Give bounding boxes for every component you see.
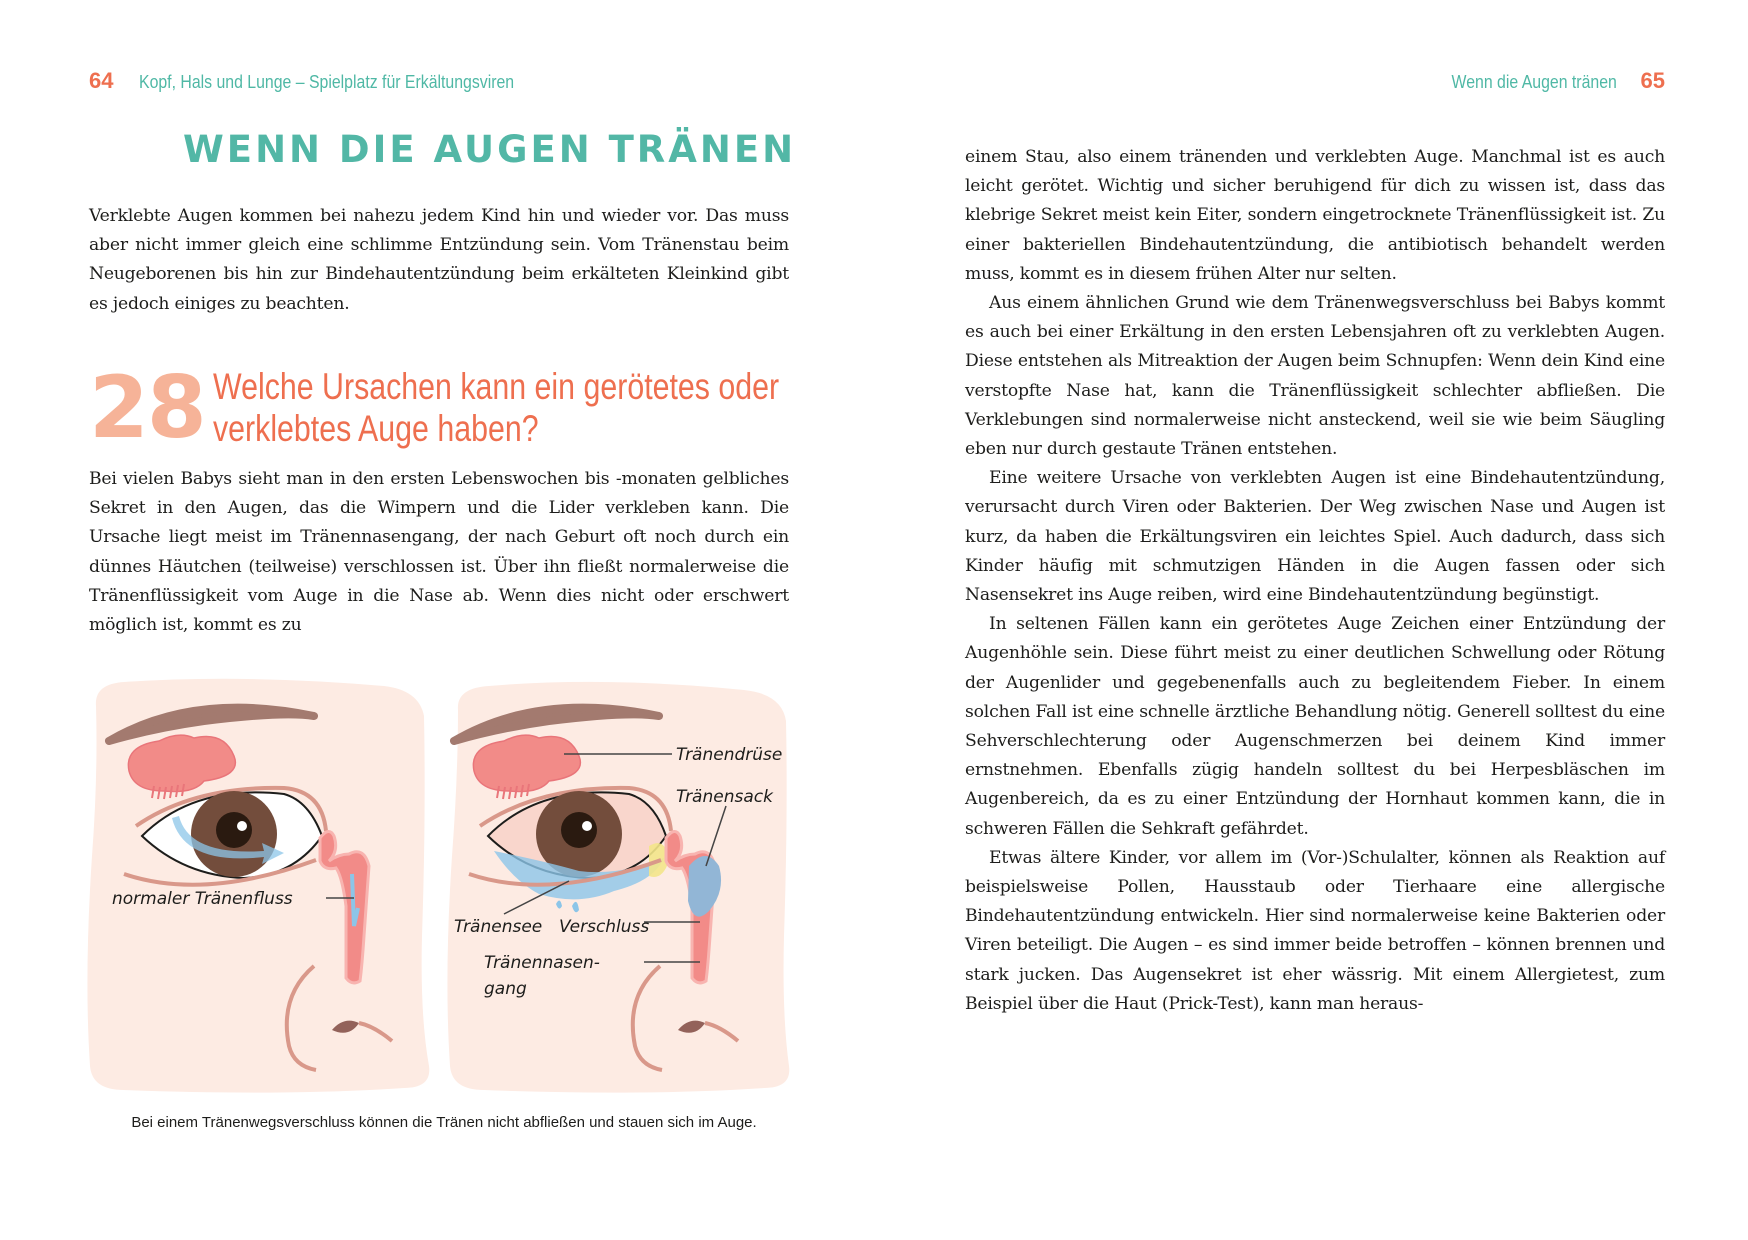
question-line-2: verklebtes Auge haben? [212, 408, 539, 449]
left-page-header [89, 68, 566, 94]
running-head-left: Kopf, Hals und Lunge – Spielplatz für Erkältungsviren [139, 72, 515, 92]
panel-blocked [447, 682, 789, 1093]
page-number-right: 65 [1640, 68, 1665, 93]
label-lake: Tränensee [454, 917, 543, 937]
intro-paragraph [89, 202, 789, 319]
question-heading [89, 358, 903, 458]
paragraph-1: einem Stau, also einem tränenden und verklebten Auge. Manchmal ist es auch leicht gerötet. Wichtig und sicher beruhigend für dich zu wissen ist, dass das klebrige Sekret meist kein Eiter, sondern eingetrocknete Tränenflüssigkeit ist. Zu einer bakteriellen Bindehautentzündung, die antibiotisch behandelt werden muss, kommt es in diesem frühen Alter nur selten. [965, 147, 1665, 284]
label-duct-line-2: gang [484, 979, 527, 999]
eye-highlight-left [237, 821, 247, 831]
question-text [213, 366, 779, 450]
right-page-header [1429, 68, 1665, 94]
paragraph-5: Etwas ältere Kinder, vor allem im (Vor-)Schulalter, können als Reaktion auf beispielsweise Pollen, Hausstaub oder Tierhaare eine allergische Bindehautentzündung entwickeln. Hier sind normalerweise keine Bakterien oder Viren beteiligt. Die Augen – es sind immer beide betroffen – können brennen und stark jucken. Das Augensekret ist eher wässrig. Mit einem Allergietest, zum Beispiel über die Haut (Prick-Test), kann man heraus- [965, 847, 1665, 1014]
paragraph-3: Eine weitere Ursache von verklebten Augen ist eine Bindehautentzündung, verursacht durch Viren oder Bakterien. Der Weg zwischen Nase und Augen ist kurz, da haben die Erkältungsviren ein leichtes Spiel. Auch dadurch, dass sich Kinder häufig mit schmutzigen Händen in die Augen fassen oder sich Nasensekret ins Auge reiben, wird eine Bindehautentzündung begünstigt. [965, 468, 1665, 606]
section-title: WENN DIE AUGEN TRÄNEN [183, 128, 797, 171]
label-normal-flow: normaler Tränenfluss [112, 889, 293, 909]
paragraph-4: In seltenen Fällen kann ein gerötetes Auge Zeichen einer Entzündung der Augenhöhle sein. Diese führt meist zu einer deutlichen Schwellung oder Rötung der Augenlider und gegebenenfalls auch zu begleitendem Fieber. In einem solchen Fall ist eine schnelle ärztliche Behandlung nötig. Generell solltest du eine Sehverschlechterung oder Augenschmerzen bei deinem Kind immer ernstnehmen. Ebenfalls zügig handeln solltest du bei Herpesbläschen im Augenbereich, da es zu einer Entzündung der Hornhaut kommen kann, die in schweren Fällen die Sehkraft gefährdet. [965, 614, 1665, 839]
tear-duct-illustration [84, 676, 804, 1096]
figure-caption: Bei einem Tränenwegsverschluss können die Tränen nicht abfließen und stauen sich im Auge. [131, 1114, 757, 1131]
body-left [89, 465, 789, 640]
label-gland: Tränendrüse [676, 745, 783, 765]
paragraph-2: Aus einem ähnlichen Grund wie dem Tränenwegsverschluss bei Babys kommt es auch bei einer Erkältung in den ersten Lebensjahren oft zu verklebten Augen. Diese entstehen als Mitreaktion der Augen beim Schnupfen: Wenn dein Kind eine verstopfte Nase hat, kann die Tränenflüssigkeit schlechter abfließen. Die Verklebungen sind normalerweise nicht ansteckend, weil sie wie beim Säugling eben nur durch gestaute Tränen entstehen. [965, 293, 1665, 460]
pupil-left [216, 812, 252, 848]
body-left-paragraph: Bei vielen Babys sieht man in den ersten Lebenswochen bis -monaten gelbliches Sekret in den Augen, das die Wimpern und die Lider verkleben kann. Die Ursache liegt meist im Tränennasengang, der nach Geburt oft noch durch ein dünnes Häutchen (teilweise) verschlossen ist. Über ihn fließt normalerweise die Tränenflüssigkeit vom Auge in die Nase ab. Wenn dies nicht oder erschwert möglich ist, kommt es zu [89, 469, 789, 636]
panel-normal [87, 679, 429, 1093]
body-right [965, 143, 1665, 1019]
question-number: 28 [89, 358, 205, 458]
illustration-svg [84, 676, 804, 1096]
page-number-left: 64 [89, 68, 114, 93]
pupil-right [561, 812, 597, 848]
intro-text: Verklebte Augen kommen bei nahezu jedem Kind hin und wieder vor. Das muss aber nicht immer gleich eine schlimme Entzündung sein. Vom Tränenstau beim Neugeborenen bis hin zur Bindehautentzündung beim erkälteten Kleinkind gibt es jedoch einiges zu beachten. [89, 206, 789, 314]
label-duct-line-1: Tränennasen- [484, 953, 600, 973]
question-line-1: Welche Ursachen kann ein gerötetes oder [212, 366, 779, 407]
label-sac: Tränensack [676, 787, 773, 807]
right-page [874, 0, 1748, 1240]
label-blockage: Verschluss [559, 917, 650, 937]
eye-highlight-right [582, 821, 592, 831]
running-head-right: Wenn die Augen tränen [1451, 72, 1617, 92]
